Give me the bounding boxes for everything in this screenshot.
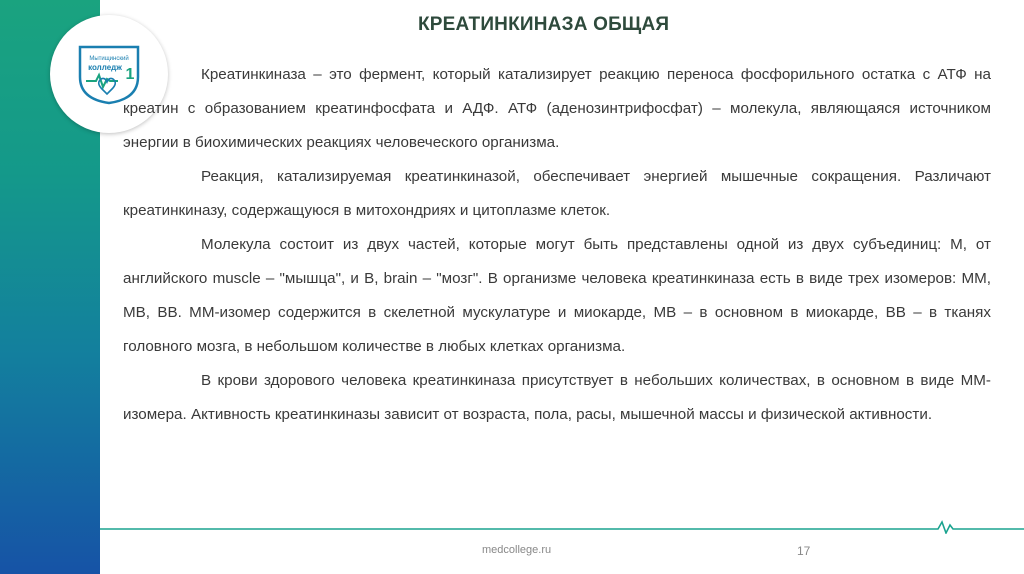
paragraph-2: Реакция, катализируемая креатинкиназой, обеспечивает энергией мышечные сокращения. Различают креатинкиназу, содержащуюся в митохондриях и цитоплазме клеток. (123, 168, 991, 219)
logo-line2: колледж (88, 63, 122, 72)
logo-line1: Мытищинский (89, 56, 129, 62)
paragraph-1: Креатинкиназа – это фермент, который катализирует реакцию переноса фосфорильного остатка с АТФ на креатин с образованием креатинфосфата и АДФ. АТФ (аденозинтрифосфат) – молекула, являющаяся источником энергии в биохимических реакциях человеческого организма. (123, 66, 991, 151)
page-number: 17 (797, 544, 811, 558)
slide-title: КРЕАТИНКИНАЗА ОБЩАЯ (418, 14, 670, 35)
slide-body (123, 58, 991, 432)
footer-website: medcollege.ru (482, 544, 552, 556)
paragraph-4: В крови здорового человека креатинкиназа присутствует в небольших количествах, в основном в виде ММ-изомера. Активность креатинкиназы зависит от возраста, пола, расы, мышечной массы и физической активности. (123, 372, 991, 423)
logo-number: 1 (125, 66, 135, 83)
footer-pulse-line (100, 520, 1024, 534)
paragraph-3: Молекула состоит из двух частей, которые могут быть представлены одной из двух субъединиц: M, от английского muscle – "мышца", и B, brain – "мозг". В организме человека креатинкиназа есть в виде трех изомеров: ММ, МВ, ВВ. ММ-изомер содержится в скелетной мускулатуре и миокарде, МВ – в основном в миокарде, ВВ – в тканях головного мозга, в небольшом количестве в любых клетках организма. (123, 236, 991, 355)
